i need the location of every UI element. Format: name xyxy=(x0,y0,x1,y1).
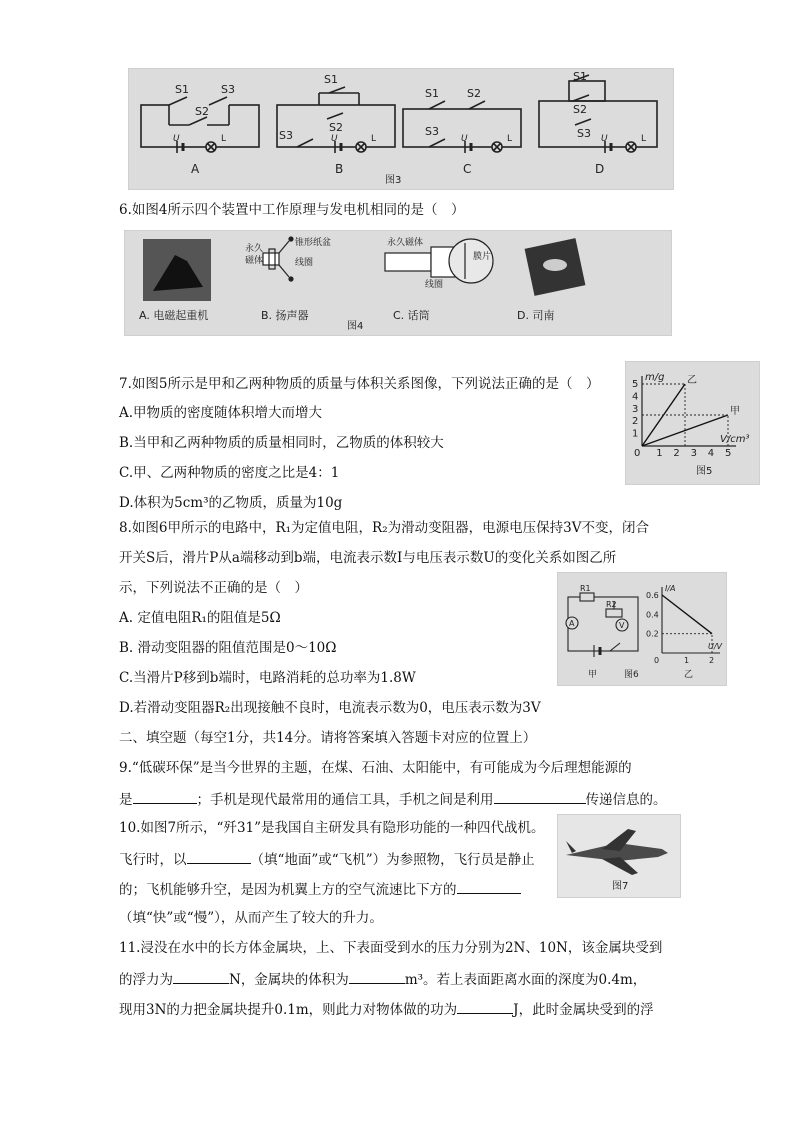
fig3-a-lamp: L xyxy=(221,134,227,144)
fig3-d-s1: S1 xyxy=(573,70,587,83)
mic-coil-label: 线圈 xyxy=(425,280,444,290)
fig3-d-s3: S3 xyxy=(577,127,591,140)
fig6-voltmeter-label: V xyxy=(619,621,625,630)
speaker-magnet-label: 永久 xyxy=(245,244,264,254)
speaker-cone-label: 锥形纸盆 xyxy=(295,238,332,248)
x-tick-label: 1 xyxy=(656,448,663,459)
fig3-b-battery: U xyxy=(331,134,338,144)
series-label-1: 甲 xyxy=(730,406,740,417)
figure-5-mass-volume-chart xyxy=(625,361,760,485)
q8-option-c: C.当滑片P移到b端时，电路消耗的总功率为1.8W xyxy=(119,670,416,686)
figure-3-circuits xyxy=(128,68,674,190)
x-tick-label: 1 xyxy=(684,656,690,665)
q11-line-3: 现用3N的力把金属块提升0.1m，则此力对物体做的功为 J，此时金属块受到的浮 xyxy=(119,999,654,1019)
fig3-letter-c: C xyxy=(463,162,472,176)
svg-text:磁体: 磁体 xyxy=(245,256,264,266)
fig3-a-s2: S2 xyxy=(195,105,209,118)
fighter-jet-icon xyxy=(566,829,668,875)
x-axis-label: V/cm³ xyxy=(720,434,750,445)
x-tick-label: 3 xyxy=(690,448,697,459)
series-line-0 xyxy=(662,595,712,634)
y-tick-label: 0.6 xyxy=(646,591,659,600)
q10-blank-1[interactable] xyxy=(187,849,251,864)
fig6-circuit xyxy=(566,593,638,657)
q8-line-3: 示，下列说法不正确的是（ ） xyxy=(119,580,308,596)
y-tick-label: 2 xyxy=(632,416,639,428)
x-tick-label: 4 xyxy=(707,448,715,459)
y-axis-label: m/g xyxy=(645,372,665,383)
q8-line-2: 开关S后，滑片P从a端移动到b端，电流表示数I与电压表示数U的变化关系如图乙所 xyxy=(119,550,617,566)
figure-6-circuit-and-graph xyxy=(557,572,727,686)
q11-blank-2[interactable] xyxy=(349,969,405,984)
fig3-c-s1: S1 xyxy=(425,87,439,100)
q7-option-b: B.当甲和乙两种物质的质量相同时，乙物质的体积较大 xyxy=(119,435,444,451)
q6-option-c: C. 话筒 xyxy=(393,309,430,322)
fig3-b-lamp: L xyxy=(371,134,377,144)
x-tick-label: 2 xyxy=(673,448,680,459)
q11-blank-3[interactable] xyxy=(457,999,513,1014)
fig3-b-s1: S1 xyxy=(324,73,338,86)
fig3-letter-b: B xyxy=(335,162,344,176)
q7-option-d: D.体积为5cm³的乙物质，质量为10g xyxy=(119,495,343,511)
q8-option-a: A. 定值电阻R₁的阻值是5Ω xyxy=(119,610,281,626)
fig3-b-s3: S3 xyxy=(279,129,293,142)
speaker-coil-label: 线圈 xyxy=(295,258,314,268)
mic-membrane-label: 膜片 xyxy=(473,252,492,262)
y-axis-label: I/A xyxy=(665,584,676,593)
origin-label: 0 xyxy=(654,656,660,665)
q9-line-1: 9.“低碳环保”是当今世界的主题，在煤、石油、太阳能中，有可能成为今后理想能源的 xyxy=(119,760,632,776)
q6-option-b: B. 扬声器 xyxy=(261,309,309,322)
q11-blank-1[interactable] xyxy=(173,969,229,984)
x-tick-label: 5 xyxy=(725,448,732,459)
figure-3-svg xyxy=(129,69,673,189)
q7-text: 7.如图5所示是甲和乙两种物质的质量与体积关系图像，下列说法正确的是（ ） xyxy=(119,376,600,392)
q10-line-4: （填“快”或“慢”），从而产生了较大的升力。 xyxy=(119,910,383,926)
speaker-diagram-icon xyxy=(263,237,293,281)
x-tick-label: 2 xyxy=(709,656,715,665)
q10-line-3: 的；飞机能够升空，是因为机翼上方的空气流速比下方的 xyxy=(119,879,521,899)
chart5-svg xyxy=(626,362,759,484)
q9-blank-2[interactable] xyxy=(494,789,586,804)
figure-7-fighter-jet xyxy=(557,814,681,898)
fig3-d-battery: U xyxy=(601,134,608,144)
fig3-a-s1: S1 xyxy=(175,83,189,96)
y-tick-label: 1 xyxy=(632,428,639,440)
fig3-letter-a: A xyxy=(191,162,200,176)
figure-4-devices xyxy=(124,230,672,336)
q7-option-c: C.甲、乙两种物质的密度之比是4：1 xyxy=(119,465,340,481)
compass-photo-icon xyxy=(525,238,586,296)
fig6-r1-label: R1 xyxy=(580,584,591,593)
fig3-c-s3: S3 xyxy=(425,125,439,138)
q6-option-d: D. 司南 xyxy=(517,309,555,322)
fig6-r2-label: R2 xyxy=(606,600,617,609)
fig6-right-label: 乙 xyxy=(684,670,694,680)
y-tick-label: 0.2 xyxy=(646,629,659,639)
y-tick-label: 5 xyxy=(632,379,639,390)
fig3-b-s2: S2 xyxy=(329,121,343,134)
fig3-c-s2: S2 xyxy=(467,87,481,100)
q11-line-2: 的浮力为 N，金属块的体积为 m³。若上表面距离水面的深度为0.4m， xyxy=(119,969,646,989)
fig5-caption: 图5 xyxy=(696,466,713,477)
fig6-caption: 图6 xyxy=(624,670,639,680)
q8-option-b: B. 滑动变阻器的阻值范围是0～10Ω xyxy=(119,640,337,656)
q10-line-2: 飞行时，以 （填“地面”或“飞机”）为参照物，飞行员是静止 xyxy=(119,849,535,869)
y-tick-label: 3 xyxy=(632,403,639,415)
fig6-left-label: 甲 xyxy=(588,670,598,680)
q6-text: 6.如图4所示四个装置中工作原理与发电机相同的是（ ） xyxy=(119,202,465,218)
fig3-a-s3: S3 xyxy=(221,83,235,96)
y-tick-label: 4 xyxy=(632,391,639,403)
fig3-c-lamp: L xyxy=(507,134,513,144)
x-axis-label: U/V xyxy=(708,642,723,651)
fig3-d-s2: S2 xyxy=(573,103,587,116)
section-2-heading: 二、填空题（每空1分，共14分。请将答案填入答题卡对应的位置上） xyxy=(119,730,537,746)
fig4-caption: 图4 xyxy=(347,321,364,332)
mic-magnet-label: 永久磁体 xyxy=(387,238,424,248)
q6-option-a: A. 电磁起重机 xyxy=(139,309,209,322)
q8-line-1: 8.如图6甲所示的电路中，R₁为定值电阻，R₂为滑动变阻器，电源电压保持3V不变，闭合 xyxy=(119,520,649,536)
q10-line-1: 10.如图7所示，“歼31”是我国自主研发具有隐形功能的一种四代战机。 xyxy=(119,820,545,836)
fig3-d-lamp: L xyxy=(641,134,647,144)
q9-line-2: 是 ；手机是现代最常用的通信工具，手机之间是利用 传递信息的。 xyxy=(119,789,667,809)
q10-blank-2[interactable] xyxy=(457,879,521,894)
q7-option-a: A.甲物质的密度随体积增大而增大 xyxy=(119,405,323,421)
fig3-c-battery: U xyxy=(461,134,468,144)
fig6-ammeter-label: A xyxy=(569,619,575,628)
q9-blank-1[interactable] xyxy=(133,789,197,804)
fig3-caption: 图3 xyxy=(385,175,402,186)
q11-line-1: 11.浸没在水中的长方体金属块，上、下表面受到水的压力分别为2N、10N，该金属块受到 xyxy=(119,940,663,956)
y-tick-label: 0.4 xyxy=(646,610,659,620)
series-label-0: 乙 xyxy=(687,375,697,386)
fig3-letter-d: D xyxy=(595,162,605,176)
origin-label: 0 xyxy=(634,448,641,459)
fig3-a-battery: U xyxy=(173,134,180,144)
fig7-caption: 图7 xyxy=(612,881,629,892)
q8-option-d: D.若滑动变阻器R₂出现接触不良时，电流表示数为0，电压表示数为3V xyxy=(119,700,541,716)
